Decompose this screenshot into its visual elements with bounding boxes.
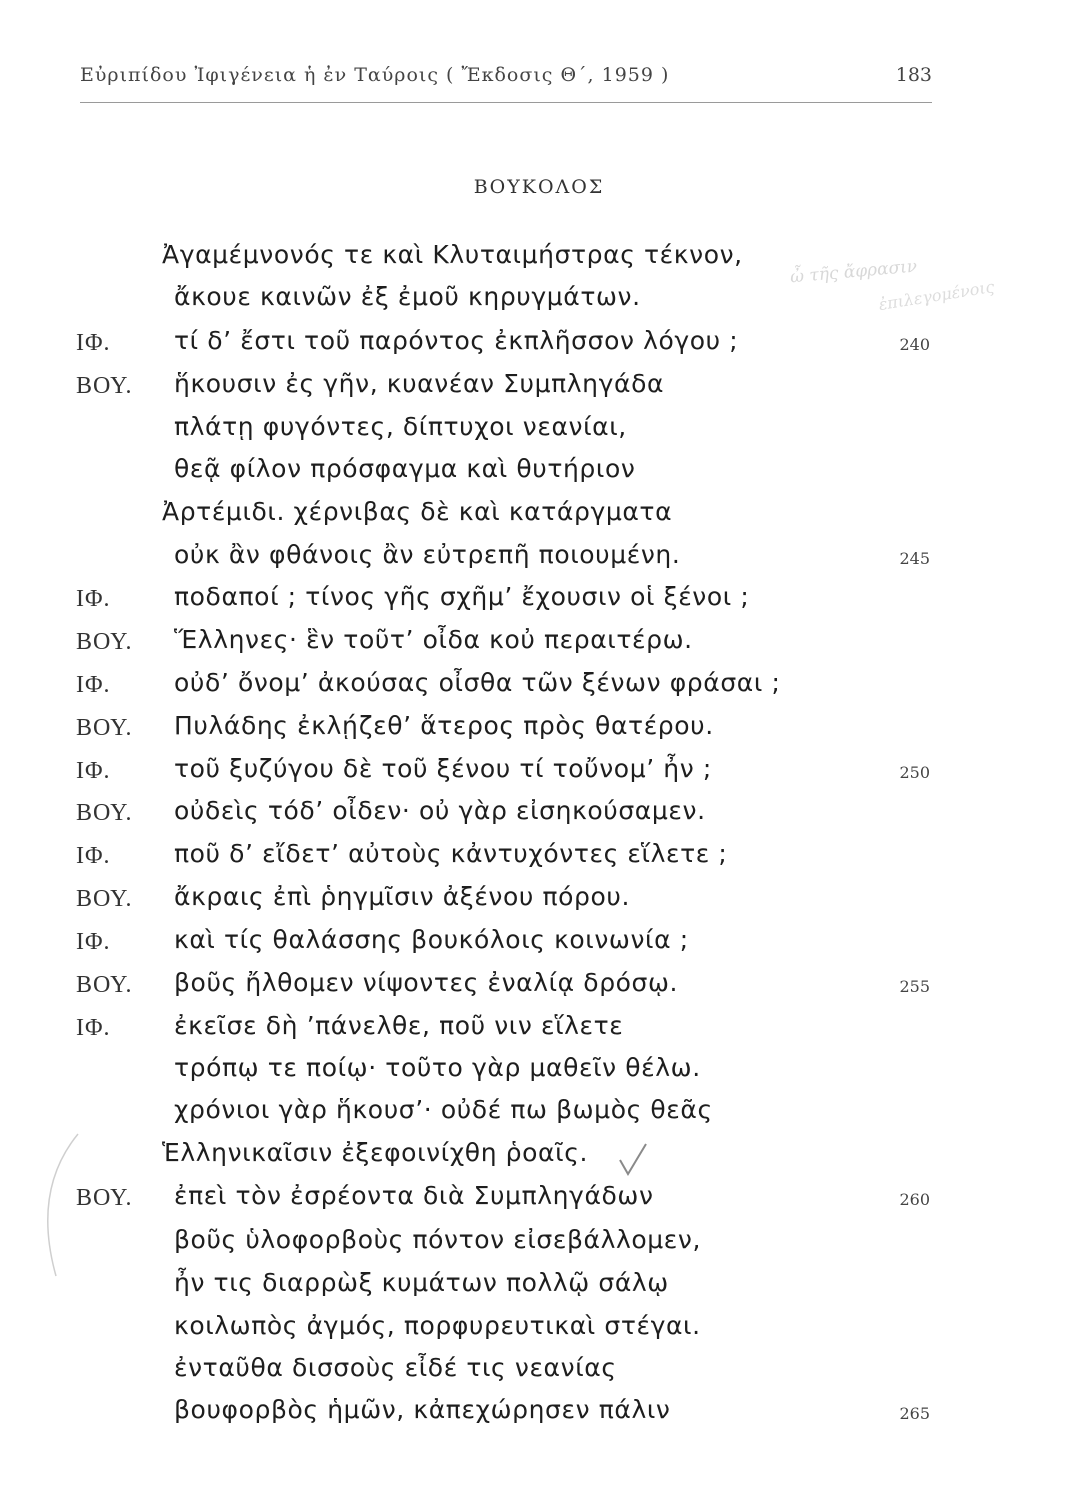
verse-text: πλάτῃ φυγόντες, δίπτυχοι νεανίαι, — [174, 412, 627, 441]
verse-text: βουφορβὸς ἡμῶν, κἀπεχώρησεν πάλιν — [174, 1395, 671, 1424]
section-title: ΒΟΥΚΟΛΟΣ — [473, 176, 605, 198]
running-head-title: Εὐριπίδου Ἰφιγένεια ἡ ἐν Ταύροις ( Ἔκδοσις Θ΄, 1959 ) — [80, 64, 670, 86]
verse-line — [0, 1011, 1078, 1051]
speaker-label: ΒΟΥ. — [76, 373, 133, 399]
verse-line — [0, 1353, 1078, 1393]
verse-text: ποῦ δ’ εἴδετ’ αὐτοὺς κἀντυχόντες εἵλετε ; — [174, 839, 728, 868]
verse-line — [0, 1311, 1078, 1351]
verse-text: βοῦς ὑλοφορβοὺς πόντον εἰσεβάλλομεν, — [174, 1225, 702, 1254]
verse-text: ἐπεὶ τὸν ἐσρέοντα διὰ Συμπληγάδων — [174, 1181, 654, 1210]
verse-text: Ἑλληνικαῖσιν ἐξεφοινίχθη ῥοαῖς. — [162, 1138, 589, 1167]
verse-text: οὐδεὶς τόδ’ οἶδεν· οὐ γὰρ εἰσηκούσαμεν. — [174, 796, 706, 825]
verse-text: ἄκουε καινῶν ἐξ ἐμοῦ κηρυγμάτων. — [174, 282, 641, 311]
line-number: 265 — [899, 1404, 930, 1423]
speaker-label: ΙΦ. — [76, 843, 111, 869]
verse-line — [0, 1095, 1078, 1135]
running-head — [80, 62, 932, 103]
verse-line — [0, 369, 1078, 409]
verse-line — [0, 497, 1078, 537]
verse-line — [0, 968, 1078, 1008]
speaker-label: ΙΦ. — [76, 1015, 111, 1041]
verse-line — [0, 882, 1078, 922]
speaker-label: ΙΦ. — [76, 929, 111, 955]
verse-line — [0, 540, 1078, 580]
verse-line — [0, 454, 1078, 494]
verse-line — [0, 925, 1078, 965]
verse-line — [0, 711, 1078, 751]
speaker-label: ΒΟΥ. — [76, 800, 133, 826]
speaker-label: ΒΟΥ. — [76, 972, 133, 998]
line-number: 240 — [899, 335, 930, 354]
verse-line — [0, 582, 1078, 622]
line-number: 245 — [899, 549, 930, 568]
verse-text: τί δ’ ἔστι τοῦ παρόντος ἐκπλῆσσον λόγου ; — [174, 326, 739, 355]
verse-line — [0, 1053, 1078, 1093]
verse-line — [0, 1395, 1078, 1435]
verse-text: τοῦ ξυζύγου δὲ τοῦ ξένου τί τοὔνομ’ ἦν ; — [174, 754, 712, 783]
verse-line — [0, 668, 1078, 708]
verse-line — [0, 796, 1078, 836]
verse-line — [0, 839, 1078, 879]
verse-text: χρόνιοι γὰρ ἥκουσ’· οὐδέ πω βωμὸς θεᾶς — [174, 1095, 713, 1124]
speaker-label: ΒΟΥ. — [76, 629, 133, 655]
speaker-label: ΙΦ. — [76, 758, 111, 784]
speaker-label: ΒΟΥ. — [76, 715, 133, 741]
line-number: 255 — [899, 977, 930, 996]
verse-text: θεᾷ φίλον πρόσφαγμα καὶ θυτήριον — [174, 454, 636, 483]
verse-text: τρόπῳ τε ποίῳ· τοῦτο γὰρ μαθεῖν θέλω. — [174, 1053, 701, 1082]
verse-text: Πυλάδης ἐκλῄζεθ’ ἅτερος πρὸς θατέρου. — [174, 711, 714, 740]
speaker-label: ΙΦ. — [76, 586, 111, 612]
verse-text: Ἀγαμέμνονός τε καὶ Κλυταιμήστρας τέκνον, — [162, 240, 743, 269]
verse-line — [0, 1138, 1078, 1178]
verse-text: ποδαποί ; τίνος γῆς σχῆμ’ ἔχουσιν οἱ ξένοι ; — [174, 582, 750, 611]
speaker-label: ΒΟΥ. — [76, 886, 133, 912]
speaker-label: ΒΟΥ. — [76, 1185, 133, 1211]
line-number: 250 — [899, 763, 930, 782]
margin-note: ὦ τῆς ἄφρασιν — [789, 256, 918, 288]
verse-line — [0, 326, 1078, 366]
verse-line — [0, 1268, 1078, 1308]
verse-line — [0, 412, 1078, 452]
verse-line — [0, 1225, 1078, 1265]
verse-line — [0, 754, 1078, 794]
speaker-label: ΙΦ. — [76, 330, 111, 356]
page-number: 183 — [895, 64, 932, 86]
verse-line — [0, 240, 1078, 280]
verse-text: Ἕλληνες· ἓν τοῦτ’ οἶδα κοὐ περαιτέρω. — [174, 625, 693, 654]
verse-text: οὐδ’ ὄνομ’ ἀκούσας οἶσθα τῶν ξένων φράσαι ; — [174, 668, 781, 697]
verse-text: ἦν τις διαρρὼξ κυμάτων πολλῷ σάλῳ — [174, 1268, 669, 1297]
verse-text: Ἀρτέμιδι. χέρνιβας δὲ καὶ κατάργματα — [162, 497, 673, 526]
verse-line — [0, 282, 1078, 322]
verse-text: ἥκουσιν ἐς γῆν, κυανέαν Συμπληγάδα — [174, 369, 665, 398]
verse-text: οὐκ ἂν φθάνοις ἂν εὐτρεπῆ ποιουμένη. — [174, 540, 681, 569]
verse-text: κοιλωπὸς ἀγμός, πορφυρευτικαὶ στέγαι. — [174, 1311, 701, 1340]
verse-text: ἐκεῖσε δὴ ’πάνελθε, ποῦ νιν εἵλετε — [174, 1011, 624, 1040]
verse-line — [0, 1181, 1078, 1221]
verse-line — [0, 625, 1078, 665]
verse-text: καὶ τίς θαλάσσης βουκόλοις κοινωνία ; — [174, 925, 689, 954]
margin-note: ἐπιλεγομένοις — [877, 276, 996, 315]
verse-text: βοῦς ἤλθομεν νίψοντες ἐναλίᾳ δρόσῳ. — [174, 968, 679, 997]
verse-text: ἐνταῦθα δισσοὺς εἶδέ τις νεανίας — [174, 1353, 617, 1382]
speaker-label: ΙΦ. — [76, 672, 111, 698]
verse-text: ἄκραις ἐπὶ ῥηγμῖσιν ἀξένου πόρου. — [174, 882, 631, 911]
line-number: 260 — [899, 1190, 930, 1209]
